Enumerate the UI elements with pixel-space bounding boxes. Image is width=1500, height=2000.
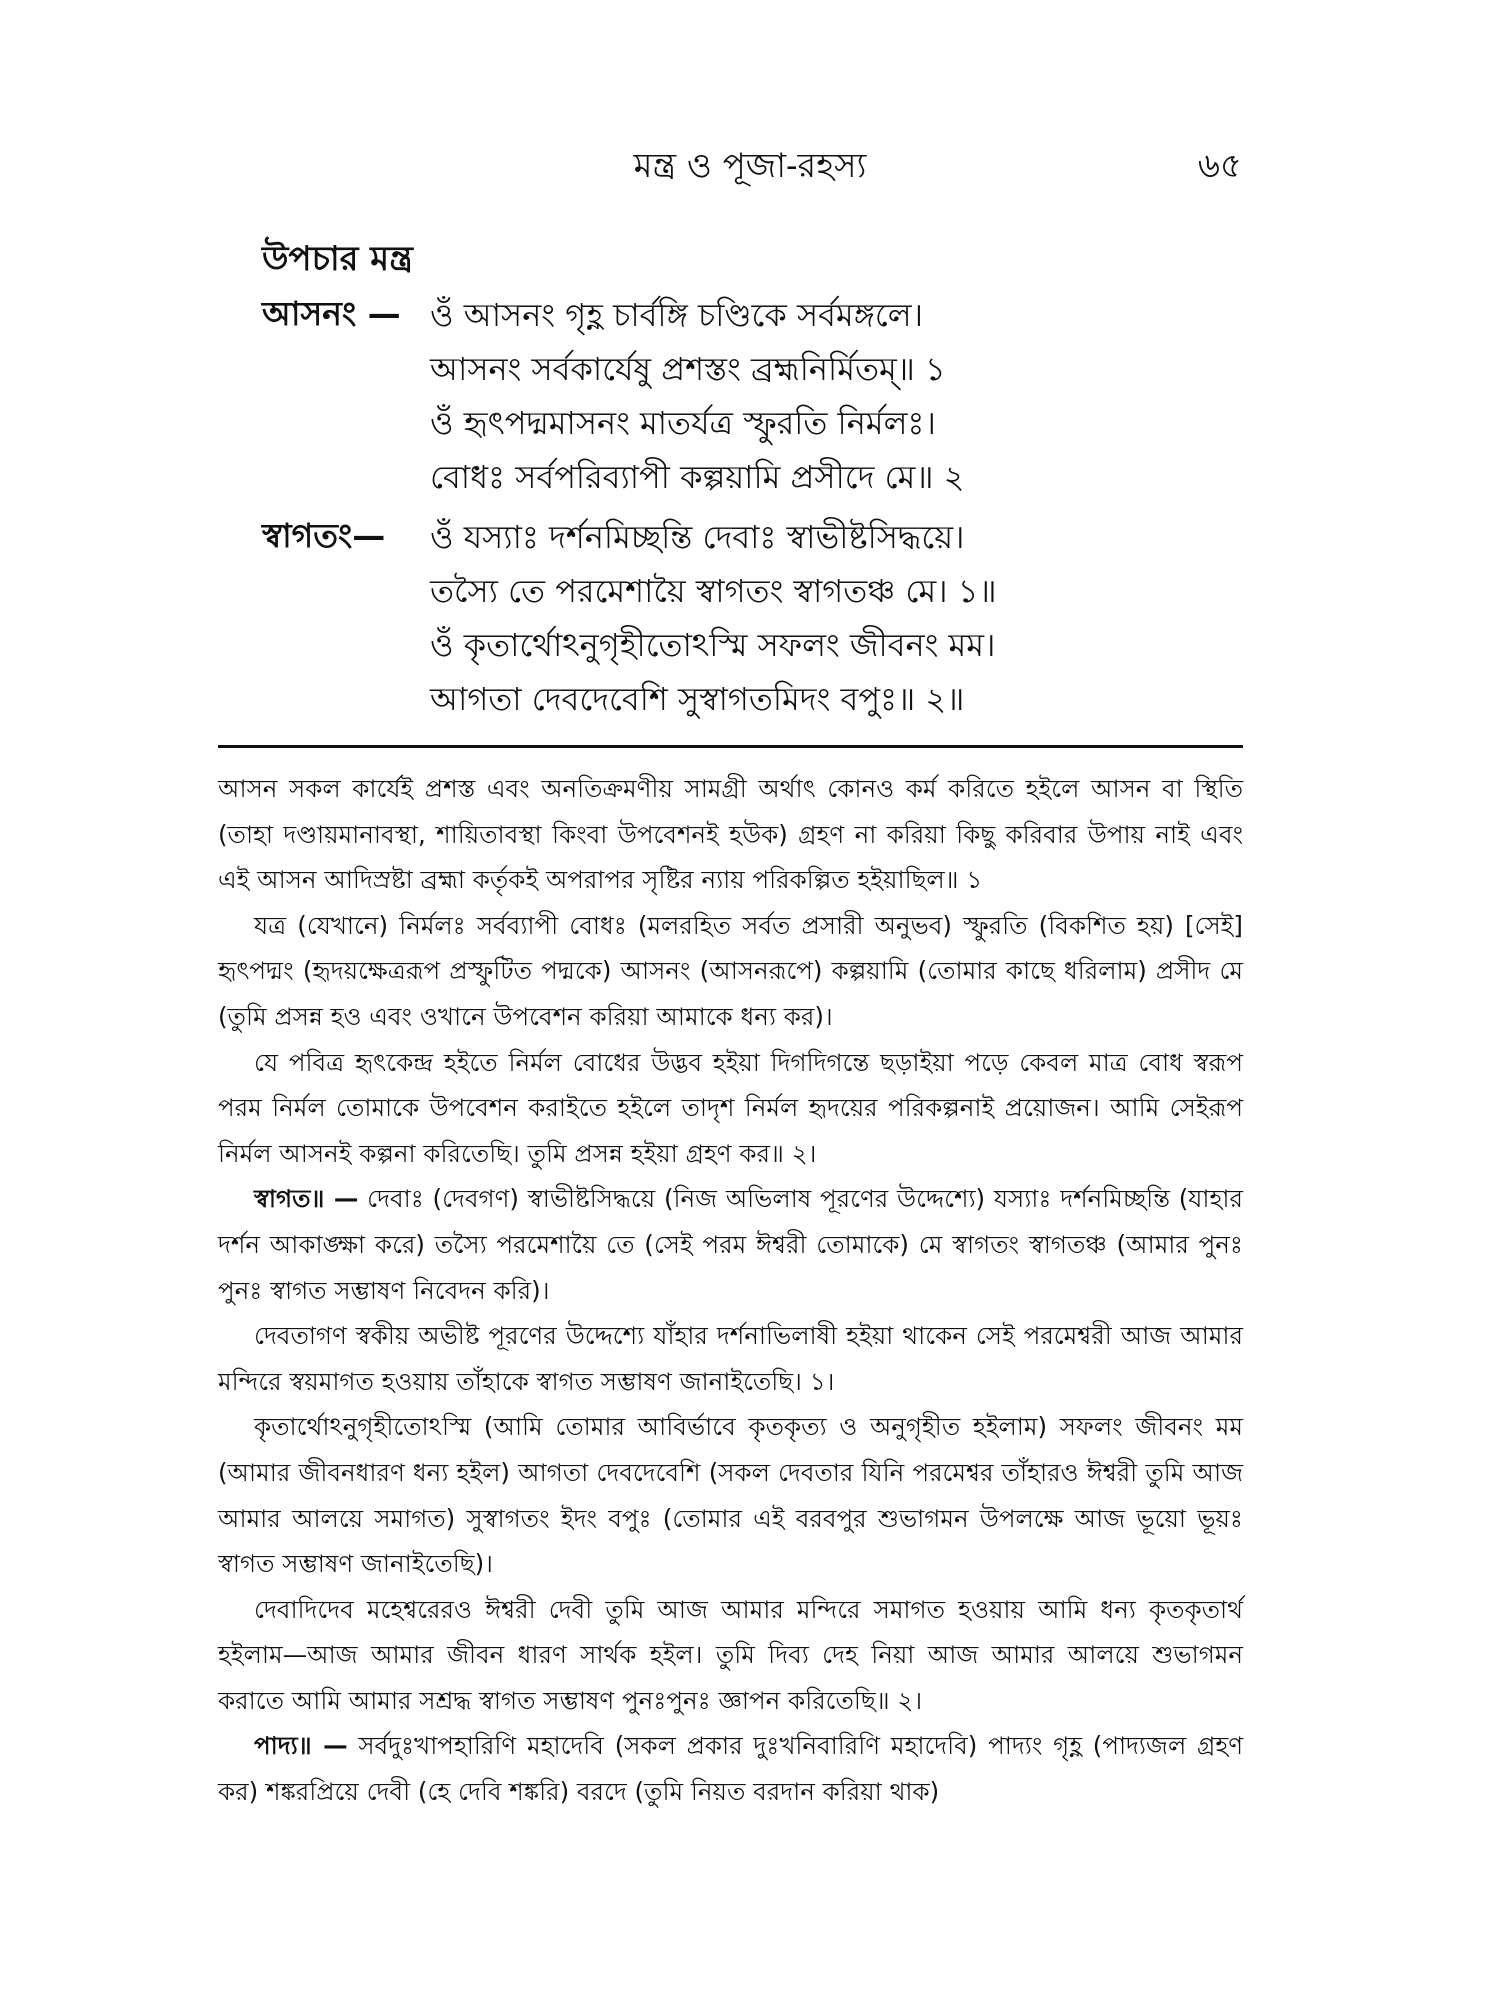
running-title: মন্ত্র ও পূজা-রহস্য xyxy=(633,146,867,186)
mantra-line: ওঁ যস্যাঃ দর্শনমিচ্ছন্তি দেবাঃ স্বাভীষ্টসিদ্ধয়ে। xyxy=(430,518,965,556)
paragraph-text: সর্বদুঃখাপহারিণি মহাদেবি (সকল প্রকার দুঃখনিবারিণি মহাদেবি) পাদ্যং গৃহ্ণ (পাদ্যজল গ্রহণ কর) শঙ্করপ্রিয়ে দেবী (হে দেবি শঙ্করি) বরদে (তুমি নিয়ত বরদান করিয়া থাক) xyxy=(218,1731,1244,1807)
mantra-line: ওঁ হৃৎপদ্মমাসনং মাতর্যত্র স্ফুরতি নির্মলঃ। xyxy=(430,404,936,442)
commentary-paragraph: যে পবিত্র হৃৎকেন্দ্র হইতে নির্মল বোধের উদ্ভব হইয়া দিগদিগন্তে ছড়াইয়া পড়ে কেবল মাত্র বোধ স্বরূপ পরম নির্মল তোমাকে উপবেশন করাইতে হইলে তাদৃশ নির্মল হৃদয়ের পরিকল্পনাই প্রয়োজন। আমি সেইরূপ নির্মল আসনই কল্পনা করিতেছি। তুমি প্রসন্ন হইয়া গ্রহণ কর॥ ২। xyxy=(218,1047,1243,1168)
commentary-paragraph xyxy=(218,1723,1243,1814)
commentary-paragraph: যত্র (যেখানে) নির্মলঃ সর্বব্যাপী বোধঃ (মলরহিত সর্বত প্রসারী অনুভব) স্ফুরতি (বিকশিত হয়) [সেই] হৃৎপদ্মং (হৃদয়ক্ষেত্ররূপ প্রস্ফুটিত পদ্মকে) আসনং (আসনরূপে) কল্পয়ামি (তোমার কাছে ধরিলাম) প্রসীদ মে (তুমি প্রসন্ন হও এবং ওখানে উপবেশন করিয়া আমাকে ধন্য কর)। xyxy=(218,910,1243,1031)
section-heading: উপচার মন্ত্র xyxy=(262,239,413,279)
mantra-line: ওঁ কৃতার্থোঽনুগৃহীতোঽস্মি সফলং জীবনং মম। xyxy=(430,626,996,664)
mantra-label-asana: আসনং — xyxy=(262,294,401,333)
mantra-line: আসনং সর্বকার্যেষু প্রশস্তং ব্রহ্মনির্মিতম্॥ ১ xyxy=(430,350,946,388)
mantra-line: তস্যৈ তে পরমেশায়ৈ স্বাগতং স্বাগতঞ্চ মে। ১॥ xyxy=(430,572,997,610)
term-padya: পাদ্য॥ — xyxy=(254,1731,348,1761)
commentary-paragraph: কৃতার্থোঽনুগৃহীতোঽস্মি (আমি তোমার আবির্ভাবে কৃতকৃত্য ও অনুগৃহীত হইলাম) সফলং জীবনং মম (আমার জীবনধারণ ধন্য হইল) আগতা দেবদেবেশি (সকল দেবতার যিনি পরমেশ্বর তাঁহারও ঈশ্বরী তুমি আজ আমার আলয়ে সমাগত) সুস্বাগতং ইদং বপুঃ (তোমার এই বরবপুর শুভাগমন উপলক্ষে আজ ভূয়ো ভূয়ঃ স্বাগত সম্ভাষণ জানাইতেছি)। xyxy=(218,1412,1243,1579)
mantra-label-svagata: স্বাগতং— xyxy=(262,516,386,555)
mantra-lines-asana xyxy=(430,288,964,504)
commentary-paragraph: দেবতাগণ স্বকীয় অভীষ্ট পূরণের উদ্দেশ্যে যাঁহার দর্শনাভিলাষী হইয়া থাকেন সেই পরমেশ্বরী আজ আমার মন্দিরে স্বয়মাগত হওয়ায় তাঁহাকে স্বাগত সম্ভাষণ জানাইতেছি। ১। xyxy=(218,1321,1243,1396)
term-svagata: স্বাগত॥ — xyxy=(254,1184,359,1214)
commentary-paragraph: দেবাদিদেব মহেশ্বরেরও ঈশ্বরী দেবী তুমি আজ আমার মন্দিরে সমাগত হওয়ায় আমি ধন্য কৃতকৃতার্থ হইলাম—আজ আমার জীবন ধারণ সার্থক হইল। তুমি দিব্য দেহ নিয়া আজ আমার আলয়ে শুভাগমন করাতে আমি আমার সশ্রদ্ধ স্বাগত সম্ভাষণ পুনঃপুনঃ জ্ঞাপন করিতেছি॥ ২। xyxy=(218,1594,1243,1715)
commentary-paragraph xyxy=(218,1176,1243,1313)
mantra-line: ওঁ আসনং গৃহ্ণ চার্বঙ্গি চণ্ডিকে সর্বমঙ্গলে। xyxy=(430,296,924,334)
mantra-line: আগতা দেবদেবেশি সুস্বাগতমিদং বপুঃ॥ ২॥ xyxy=(430,680,965,718)
commentary-paragraph: আসন সকল কার্যেই প্রশস্ত এবং অনতিক্রমণীয় সামগ্রী অর্থাৎ কোনও কর্ম করিতে হইলে আসন বা স্থিতি (তাহা দণ্ডায়মানাবস্থা, শায়িতাবস্থা কিংবা উপবেশনই হউক) গ্রহণ না করিয়া কিছু করিবার উপায় নাই এবং এই আসন আদিস্রষ্টা ব্রহ্মা কর্তৃকই অপরাপর সৃষ্টির ন্যায় পরিকল্পিত হইয়াছিল॥ ১ xyxy=(218,774,1243,895)
section-divider xyxy=(218,745,1243,748)
paragraph-text: দেবাঃ (দেবগণ) স্বাভীষ্টসিদ্ধয়ে (নিজ অভিলাষ পূরণের উদ্দেশ্যে) যস্যাঃ দর্শনমিচ্ছন্তি (যাহার দর্শন আকাঙ্ক্ষা করে) তস্যৈ পরমেশায়ৈ তে (সেই পরম ঈশ্বরী তোমাকে) মে স্বাগতং স্বাগতঞ্চ (আমার পুনঃ পুনঃ স্বাগত সম্ভাষণ নিবেদন করি)। xyxy=(218,1184,1243,1305)
mantra-line: বোধঃ সর্বপরিব্যাপী কল্পয়ামি প্রসীদে মে॥ ২ xyxy=(430,458,965,496)
commentary xyxy=(218,766,1243,1815)
page-number: ৬৫ xyxy=(1197,146,1242,186)
mantra-lines-svagata xyxy=(430,510,997,726)
